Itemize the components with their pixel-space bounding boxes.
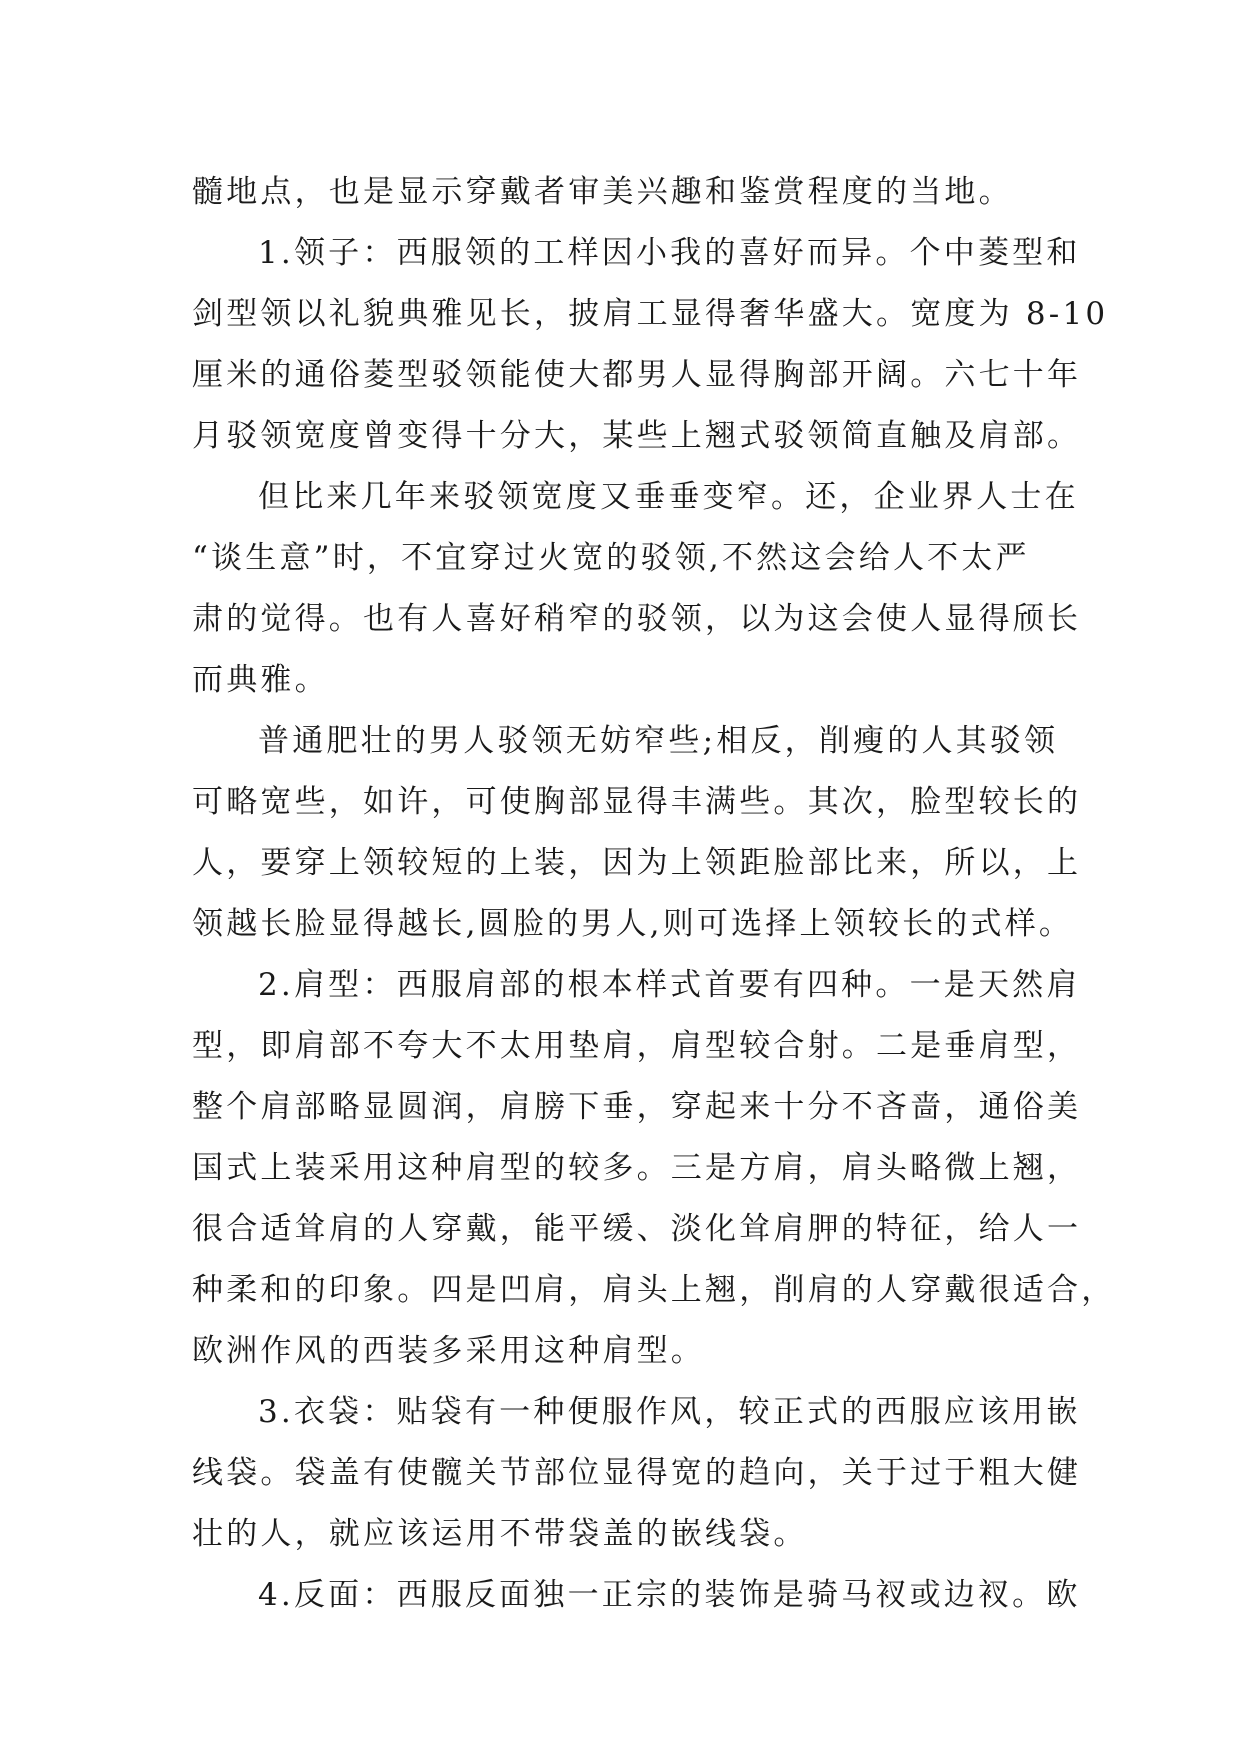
- text-line: 但比来几年来驳领宽度又垂垂变窄。还，企业界人士在: [258, 479, 1079, 515]
- text-line: 剑型领以礼貌典雅见长，披肩工显得奢华盛大。宽度为 8-10: [192, 296, 1109, 332]
- text-line: 整个肩部略显圆润，肩膀下垂，穿起来十分不吝啬，通俗美: [192, 1089, 1082, 1125]
- text-line: 4.反面：西服反面独一正宗的装饰是骑马衩或边衩。欧: [258, 1577, 1081, 1613]
- text-line: 3.衣袋：贴袋有一种便服作风，较正式的西服应该用嵌: [258, 1394, 1081, 1430]
- text-line: 欧洲作风的西装多采用这种肩型。: [192, 1333, 705, 1369]
- text-line: 可略宽些，如许，可使胸部显得丰满些。其次，脸型较长的: [192, 784, 1082, 820]
- text-line: 很合适耸肩的人穿戴，能平缓、淡化耸肩胛的特征，给人一: [192, 1211, 1082, 1247]
- text-line: 人，要穿上领较短的上装，因为上领距脸部比来，所以，上: [192, 845, 1082, 881]
- text-line: 而典雅。: [192, 662, 329, 698]
- text-line: “谈生意”时，不宜穿过火宽的驳领,不然这会给人不太严: [192, 540, 1030, 576]
- text-line: 2.肩型：西服肩部的根本样式首要有四种。一是天然肩: [258, 967, 1081, 1003]
- body-text: [192, 162, 1116, 1626]
- text-line: 领越长脸显得越长,圆脸的男人,则可选择上领较长的式样。: [192, 906, 1074, 942]
- text-line: 壮的人，就应该运用不带袋盖的嵌线袋。: [192, 1516, 808, 1552]
- text-line: 国式上装采用这种肩型的较多。三是方肩，肩头略微上翘，: [192, 1150, 1082, 1186]
- text-line: 线袋。袋盖有使髋关节部位显得宽的趋向，关于过于粗大健: [192, 1455, 1082, 1491]
- text-line: 厘米的通俗菱型驳领能使大都男人显得胸部开阔。六七十年: [192, 357, 1082, 393]
- text-line: 月驳领宽度曾变得十分大，某些上翘式驳领简直触及肩部。: [192, 418, 1082, 454]
- text-line: 型，即肩部不夸大不太用垫肩，肩型较合射。二是垂肩型，: [192, 1028, 1082, 1064]
- text-line: 肃的觉得。也有人喜好稍窄的驳领，以为这会使人显得颀长: [192, 601, 1082, 637]
- text-line: 种柔和的印象。四是凹肩，肩头上翘，削肩的人穿戴很适合，: [192, 1272, 1116, 1308]
- text-line: 1.领子：西服领的工样因小我的喜好而异。个中菱型和: [258, 235, 1081, 271]
- text-line: 普通肥壮的男人驳领无妨窄些;相反，削瘦的人其驳领: [258, 723, 1059, 759]
- text-line: 髓地点，也是显示穿戴者审美兴趣和鉴赏程度的当地。: [192, 174, 1013, 210]
